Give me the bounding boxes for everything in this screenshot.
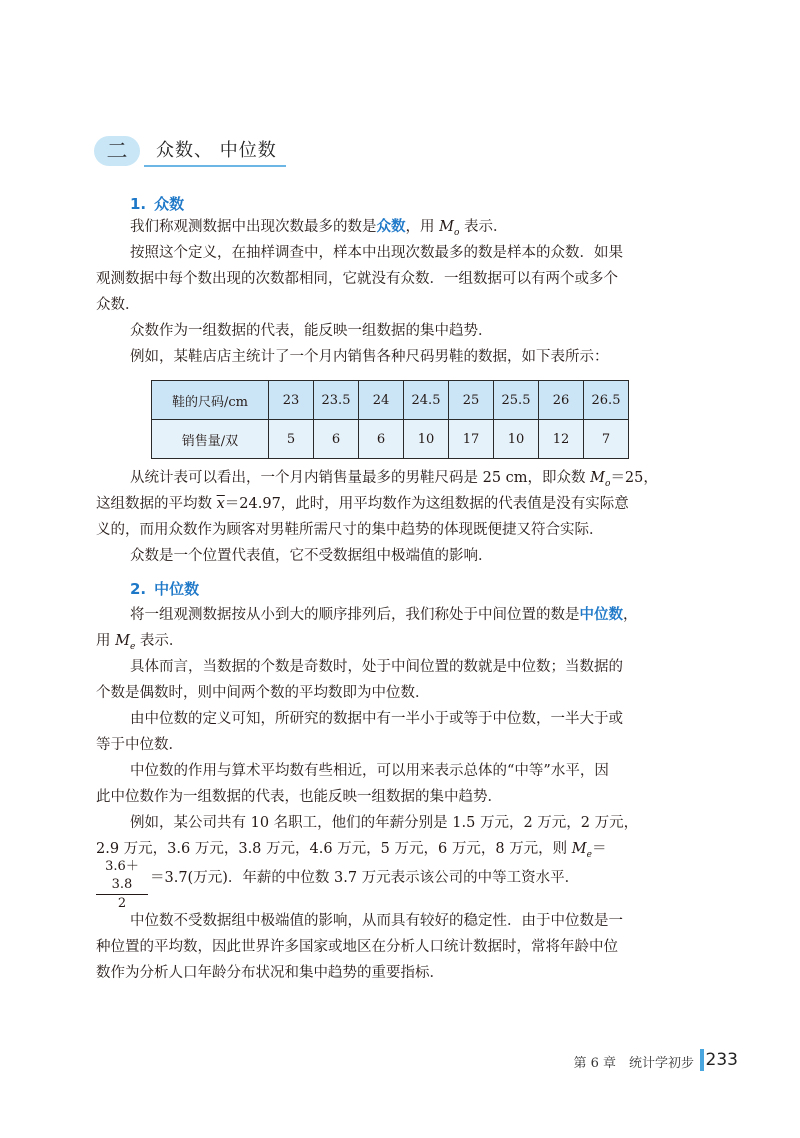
table-cell: 24.5 bbox=[404, 381, 449, 420]
table-cell: 25.5 bbox=[494, 381, 539, 420]
paragraph-line: 义的，而用众数作为顾客对男鞋所需尺寸的集中趋势的体现既便捷又符合实际． bbox=[96, 522, 604, 538]
paragraph-line: 众数． bbox=[96, 297, 140, 313]
table-cell: 25 bbox=[449, 381, 494, 420]
fraction-denominator: 2 bbox=[117, 896, 127, 911]
section-number-badge: 二 bbox=[94, 136, 140, 166]
fraction-numerator: 3.6＋3.8 bbox=[96, 858, 148, 895]
fraction bbox=[96, 858, 148, 913]
shoe-sales-table bbox=[151, 380, 629, 459]
subheading-mode bbox=[130, 193, 184, 214]
paragraph-line: 从统计表可以看出，一个月内销售量最多的男鞋尺码是 25 cm，即众数 $M_o=25$， bbox=[130, 470, 658, 489]
table-row bbox=[152, 420, 629, 459]
paragraph-line: 具体而言，当数据的个数是奇数时，处于中间位置的数就是中位数；当数据的 bbox=[130, 659, 623, 675]
footer-divider bbox=[700, 1049, 704, 1071]
chapter-label: 第 6 章 统计学初步 bbox=[573, 1056, 694, 1071]
symbol-subscript: e bbox=[129, 641, 136, 652]
table-cell: 6 bbox=[314, 420, 359, 459]
paragraph-line: 按照这个定义，在抽样调查中，样本中出现次数最多的数是样本的众数．如果 bbox=[130, 245, 623, 261]
paragraph-line: 例如，某公司共有 10 名职工，他们的年薪分别是 1.5 万元，2 万元，2 万元， bbox=[130, 815, 639, 831]
table-cell: 26 bbox=[539, 381, 584, 420]
paragraph-line: ＝3.7(万元)．年薪的中位数 3.7 万元表示该公司的中等工资水平． bbox=[150, 870, 580, 886]
section-header bbox=[94, 136, 286, 168]
paragraph-line: 例如，某鞋店店主统计了一个月内销售各种尺码男鞋的数据，如下表所示： bbox=[130, 349, 609, 365]
table-cell: 26.5 bbox=[584, 381, 629, 420]
symbol-m: M bbox=[439, 219, 454, 235]
table-cell: 5 bbox=[269, 420, 314, 459]
subheading-title: 众数 bbox=[154, 195, 185, 213]
paragraph-line: 中位数不受数据组中极端值的影响，从而具有较好的稳定性．由于中位数是一 bbox=[130, 913, 623, 929]
subheading-median bbox=[130, 578, 199, 599]
paragraph-line: 众数作为一组数据的代表，能反映一组数据的集中趋势． bbox=[130, 323, 493, 339]
paragraph-line: 众数是一个位置代表值，它不受数据组中极端值的影响． bbox=[130, 548, 493, 564]
table-cell: 17 bbox=[449, 420, 494, 459]
table-cell: 12 bbox=[539, 420, 584, 459]
paragraph-line: 观测数据中每个数出现的次数都相同，它就没有众数．一组数据可以有两个或多个 bbox=[96, 271, 618, 287]
table-cell: 10 bbox=[494, 420, 539, 459]
paragraph-line: 2.9 万元，3.6 万元，3.8 万元，4.6 万元，5 万元，6 万元，8 万元，则 $M_e=$ bbox=[96, 841, 607, 860]
paragraph-line: 将一组观测数据按从小到大的顺序排列后，我们称处于中间位置的数是中位数， bbox=[130, 607, 638, 623]
paragraph-line: 用 $M_e$ 表示． bbox=[96, 633, 184, 652]
symbol-m: M bbox=[571, 841, 587, 857]
paragraph-line: 这组数据的平均数 $\overline{x}=24.97$，此时，用平均数作为这组数据的代表值是没有实际意 bbox=[96, 496, 629, 512]
symbol-m: M bbox=[590, 470, 606, 486]
paragraph-line: 我们称观测数据中出现次数最多的数是众数，用 $M_o$ 表示． bbox=[130, 219, 508, 238]
table-cell: 23 bbox=[269, 381, 314, 420]
symbol-subscript: o bbox=[453, 227, 460, 238]
table-cell: 7 bbox=[584, 420, 629, 459]
paragraph-line: 数作为分析人口年龄分布状况和集中趋势的重要指标． bbox=[96, 965, 444, 981]
subheading-number: 2. bbox=[130, 580, 147, 598]
paragraph-line: 此中位数作为一组数据的代表，也能反映一组数据的集中趋势． bbox=[96, 789, 502, 805]
table-row-header: 鞋的尺码/cm bbox=[152, 381, 269, 420]
symbol-x-bar: $\overline{x}$ bbox=[216, 496, 225, 512]
subheading-title: 中位数 bbox=[154, 580, 200, 598]
table-cell: 24 bbox=[359, 381, 404, 420]
table-cell: 23.5 bbox=[314, 381, 359, 420]
paragraph-line: 中位数的作用与算术平均数有些相近，可以用来表示总体的“中等”水平，因 bbox=[130, 763, 609, 779]
symbol-subscript: e bbox=[586, 849, 592, 860]
paragraph-line: 等于中位数． bbox=[96, 737, 183, 753]
table-row-header: 销售量/双 bbox=[152, 420, 269, 459]
term-median: 中位数 bbox=[579, 607, 623, 623]
table-row bbox=[152, 381, 629, 420]
paragraph-line: 个数是偶数时，则中间两个数的平均数即为中位数． bbox=[96, 685, 430, 701]
section-title: 众数、 中位数 bbox=[156, 140, 277, 161]
subheading-number: 1. bbox=[130, 195, 147, 213]
table-cell: 10 bbox=[404, 420, 449, 459]
symbol-subscript: o bbox=[605, 478, 611, 489]
paragraph-line: 由中位数的定义可知，所研究的数据中有一半小于或等于中位数，一半大于或 bbox=[130, 711, 623, 727]
paragraph-line: 种位置的平均数，因此世界许多国家或地区在分析人口统计数据时，常将年龄中位 bbox=[96, 939, 618, 955]
term-mode: 众数 bbox=[376, 219, 406, 235]
table-cell: 6 bbox=[359, 420, 404, 459]
section-title-underline bbox=[144, 165, 286, 167]
symbol-m: M bbox=[115, 633, 130, 649]
page-number: 233 bbox=[705, 1050, 738, 1070]
